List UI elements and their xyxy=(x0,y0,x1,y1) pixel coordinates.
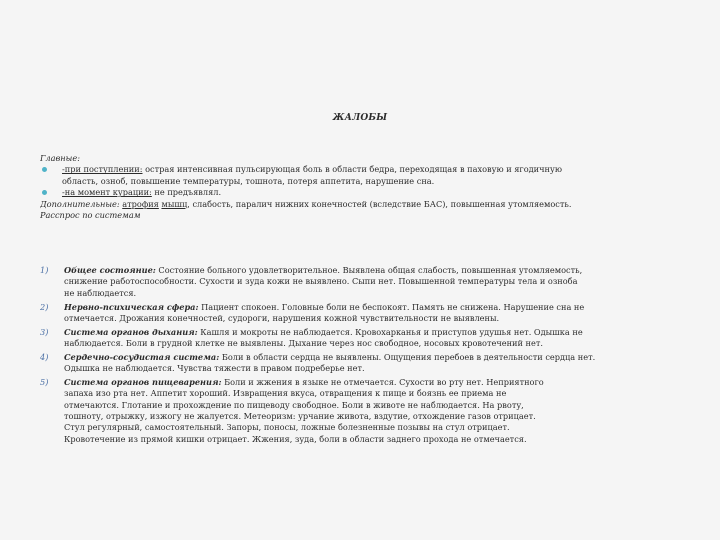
additional-muscles: мышц xyxy=(161,198,188,209)
additional-rest: , слабость, паралич нижних конечностей (вследствие БАС), повышенная утомляемость. xyxy=(187,198,572,209)
item-line: отмечаются. Глотание и прохождение по пищеводу свободное. Боли в животе не наблюдается. На рвоту, xyxy=(64,399,524,410)
list-item xyxy=(40,302,695,325)
list-item xyxy=(40,377,695,445)
survey-label: Расспрос по системам xyxy=(40,210,141,221)
item-heading: Система органов пищеварения: xyxy=(64,376,222,387)
item-number: 5) xyxy=(40,376,49,387)
main-label: Главные: xyxy=(40,153,80,163)
item-line: наблюдается. Боли в грудной клетке не выявлены. Дыхание через нос свободное, носовых кровотечений нет. xyxy=(64,338,543,349)
item-number: 3) xyxy=(40,326,49,337)
additional-label: Дополнительные: xyxy=(40,198,120,209)
item-line: Боли и жжения в языке не отмечается. Сухости во рту нет. Неприятного xyxy=(221,376,544,387)
item-line: Боли в области сердца не выявлены. Ощущения перебоев в деятельности сердца нет. xyxy=(219,351,596,362)
bullet-item-curation xyxy=(40,187,695,198)
additional-atrophy: атрофия xyxy=(122,198,159,209)
systems-list xyxy=(40,265,695,448)
item-line: Кашля и мокроты не наблюдается. Кровохарканья и приступов удушья нет. Одышка не xyxy=(197,326,583,337)
page-title: ЖАЛОБЫ xyxy=(332,113,388,123)
item-line: запаха изо рта нет. Аппетит хороший. Извращения вкуса, отвращения к пище и боязнь ее приема не xyxy=(64,388,507,399)
item-line: не наблюдается. xyxy=(64,287,137,298)
admission-lead: -при поступлении: xyxy=(62,164,143,175)
list-item xyxy=(40,352,695,375)
item-heading: Нервно-психическая сфера: xyxy=(64,301,199,312)
bullet-item-admission xyxy=(40,164,695,187)
item-line: Кровотечение из прямой кишки отрицает. Жжения, зуда, боли в области заднего прохода не отмечается. xyxy=(64,433,527,444)
curation-lead: -на момент курации: xyxy=(62,187,152,198)
item-line: тошноту, отрыжку, изжогу не жалуется. Метеоризм: урчание живота, вздутие, отхождение газов отрицает. xyxy=(64,411,536,422)
admission-cont: область, озноб, повышение температуры, тошнота, потеря аппетита, нарушение сна. xyxy=(62,175,435,186)
admission-text: острая интенсивная пульсирующая боль в области бедра, переходящая в паховую и ягодичную xyxy=(142,164,562,175)
item-heading: Общее состояние: xyxy=(64,265,156,275)
item-line: Стул регулярный, самостоятельный. Запоры, поносы, ложные болезненные позывы на стул отрицает. xyxy=(64,422,510,433)
list-item xyxy=(40,265,695,299)
item-line: Состояние больного удовлетворительное. Выявлена общая слабость, повышенная утомляемость, xyxy=(155,265,583,275)
curation-text: не предъявлял. xyxy=(151,187,222,198)
item-number: 4) xyxy=(40,351,49,362)
complaints-block xyxy=(40,153,695,221)
item-heading: Сердечно-сосудистая система: xyxy=(64,351,220,362)
bullet-icon xyxy=(42,167,47,172)
item-line: отмечается. Дрожания конечностей, судороги, нарушения кожной чувствительности не выявлены. xyxy=(64,312,500,323)
item-number: 1) xyxy=(40,265,49,275)
item-line: Пациент спокоен. Головные боли не беспокоят. Память не снижена. Нарушение сна не xyxy=(198,301,585,312)
item-line: снижение работоспособности. Сухости и зуда кожи не выявлено. Сыпи нет. Повышенной температуры тела и озноба xyxy=(64,276,578,287)
item-number: 2) xyxy=(40,301,49,312)
list-item xyxy=(40,327,695,350)
item-heading: Система органов дыхания: xyxy=(64,326,198,337)
item-line: Одышка не наблюдается. Чувства тяжести в правом подреберье нет. xyxy=(64,363,365,374)
bullet-icon xyxy=(42,190,47,195)
